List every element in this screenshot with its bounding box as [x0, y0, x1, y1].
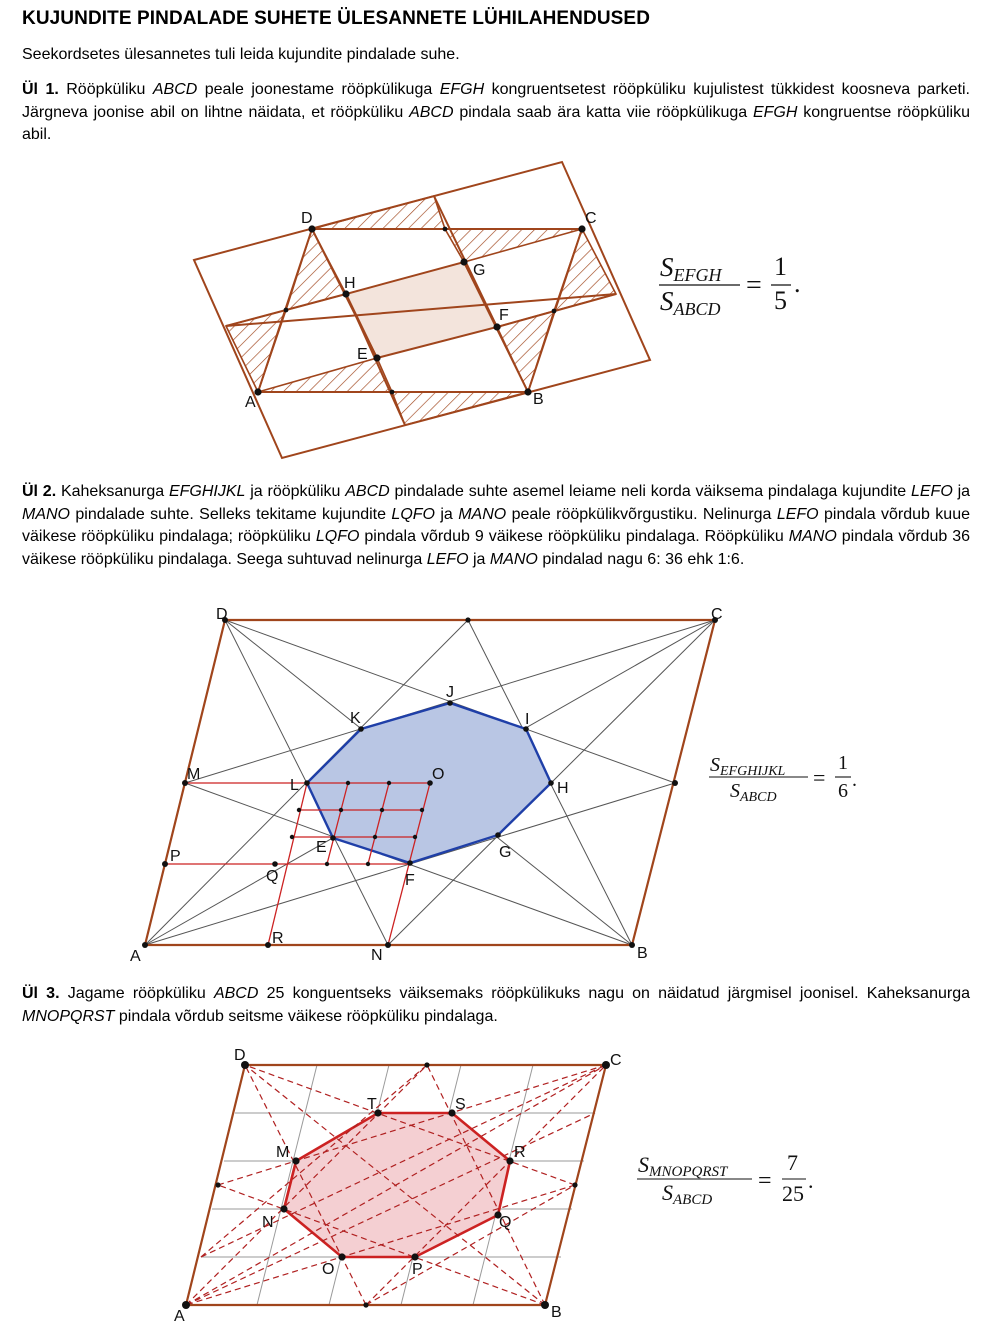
f2-label-g: G	[499, 844, 512, 861]
f1-label-g: G	[473, 262, 486, 279]
task-1-paragraph: Ül 1. Rööpküliku ABCD peale joonestame rööpkülikuga EFGH kongruentsetest rööpküliku kujulistest tükkidest koosneva parketi. Järgneva joonise abil on lihtne näidata, et rööpküliku ABCD pindala saab ära katta viie rööpkülikuga EFGH kongruentse rööpküliku abil.	[22, 81, 971, 143]
f1-label-c: C	[585, 210, 597, 227]
svg-text:SMNOPQRST: SMNOPQRST	[638, 1152, 728, 1180]
formula-2	[709, 752, 857, 805]
formula-1	[659, 252, 801, 319]
f2-label-m: M	[187, 766, 201, 783]
svg-text:7: 7	[787, 1150, 798, 1175]
f3-label-c: C	[610, 1052, 622, 1069]
f1-label-b: B	[533, 391, 544, 408]
figure-2	[142, 617, 718, 948]
task-2-paragraph: Ül 2. Kaheksanurga EFGHIJKL ja rööpküliku ABCD pindalade suhte asemel leiame neli korda väiksema pindalaga kujundite LEFO ja MANO pindalade suhte. Selleks tekitame kujundite LQFO ja MANO peale rööpkülikvõrgustiku. Nelinurga LEFO pindala võrdub kuue väikese rööpküliku pindalaga; rööpküliku LQFO pindala võrdub 9 väikese rööpküliku pindalaga. Rööpküliku MANO pindala võrdub 36 väikese rööpküliku pindalaga. Seega suhtuvad nelinurga LEFO ja MANO pindalad nagu 6: 36 ehk 1:6.	[22, 483, 971, 568]
svg-text:5: 5	[774, 286, 787, 315]
f2-label-r: R	[272, 930, 284, 947]
svg-text:SABCD: SABCD	[662, 1180, 713, 1208]
f2-label-e: E	[316, 839, 327, 856]
f2-label-l: L	[290, 777, 299, 794]
f1-label-f: F	[499, 307, 509, 324]
f3-label-q: Q	[499, 1214, 512, 1231]
f2-label-h: H	[557, 780, 569, 797]
f2-label-j: J	[446, 684, 454, 701]
svg-text:.: .	[852, 769, 857, 791]
svg-text:SEFGHIJKL: $S_{EFGHIJKL}$	[710, 754, 786, 779]
f2-label-n: N	[371, 947, 383, 964]
svg-text:.: .	[794, 269, 801, 298]
intro-paragraph: Seekordsetes ülesannetes tuli leida kujundite pindalade suhe.	[22, 46, 460, 63]
f2-label-a: A	[130, 948, 141, 965]
svg-text:SABCD: $S_{ABCD}$	[730, 780, 777, 805]
formula-3	[637, 1150, 814, 1208]
task-3-paragraph: Ül 3. Jagame rööpküliku ABCD 25 konguentseks väiksemaks rööpkülikuks nagu on näidatud järgmisel joonisel. Kaheksanurga MNOPQRST pindala võrdub seitsme väikese rööpküliku pindalaga.	[22, 985, 970, 1025]
f2-label-k: K	[350, 710, 361, 727]
f3-label-b: B	[551, 1304, 562, 1321]
f3-label-d: D	[234, 1047, 246, 1064]
task-2-label: Ül 2.	[22, 483, 57, 500]
f2-label-q: Q	[266, 868, 279, 885]
f3-label-s: S	[455, 1096, 466, 1113]
svg-text:SABCD: SABCD	[660, 286, 721, 319]
f3-label-p: P	[412, 1261, 423, 1278]
f2-label-p: P	[170, 848, 181, 865]
svg-text:SEFGH: SEFGH	[660, 252, 722, 285]
svg-text:=: =	[758, 1168, 772, 1194]
f3-label-r: R	[514, 1144, 526, 1161]
f1-label-d: D	[301, 210, 313, 227]
f2-label-f: F	[405, 872, 415, 889]
figure-1	[194, 162, 650, 458]
svg-text:25: 25	[782, 1181, 804, 1206]
f1-label-e: E	[357, 346, 368, 363]
task-3-label: Ül 3.	[22, 985, 60, 1002]
f2-label-b: B	[637, 945, 648, 962]
svg-text:=: =	[813, 765, 826, 790]
svg-text:.: .	[808, 1168, 814, 1193]
f3-label-t: T	[367, 1096, 377, 1113]
f3-label-n: N	[262, 1214, 274, 1231]
svg-text:6: 6	[838, 780, 848, 802]
svg-text:=: =	[746, 270, 762, 301]
f2-label-o: O	[432, 766, 445, 783]
f2-label-i: I	[525, 711, 530, 728]
f2-label-d: D	[216, 606, 228, 623]
f2-label-c: C	[711, 606, 723, 623]
f3-label-a: A	[174, 1308, 185, 1325]
f1-label-h: H	[344, 275, 356, 292]
f3-label-o: O	[322, 1261, 335, 1278]
figure-3	[182, 1061, 610, 1309]
f1-label-a: A	[245, 394, 256, 411]
f3-label-m: M	[276, 1144, 290, 1161]
page-title: KUJUNDITE PINDALADE SUHETE ÜLESANNETE LÜHILAHENDUSED	[22, 8, 651, 29]
svg-text:1: 1	[774, 252, 787, 281]
svg-text:1: 1	[838, 752, 848, 774]
task-1-label: Ül 1.	[22, 81, 59, 98]
